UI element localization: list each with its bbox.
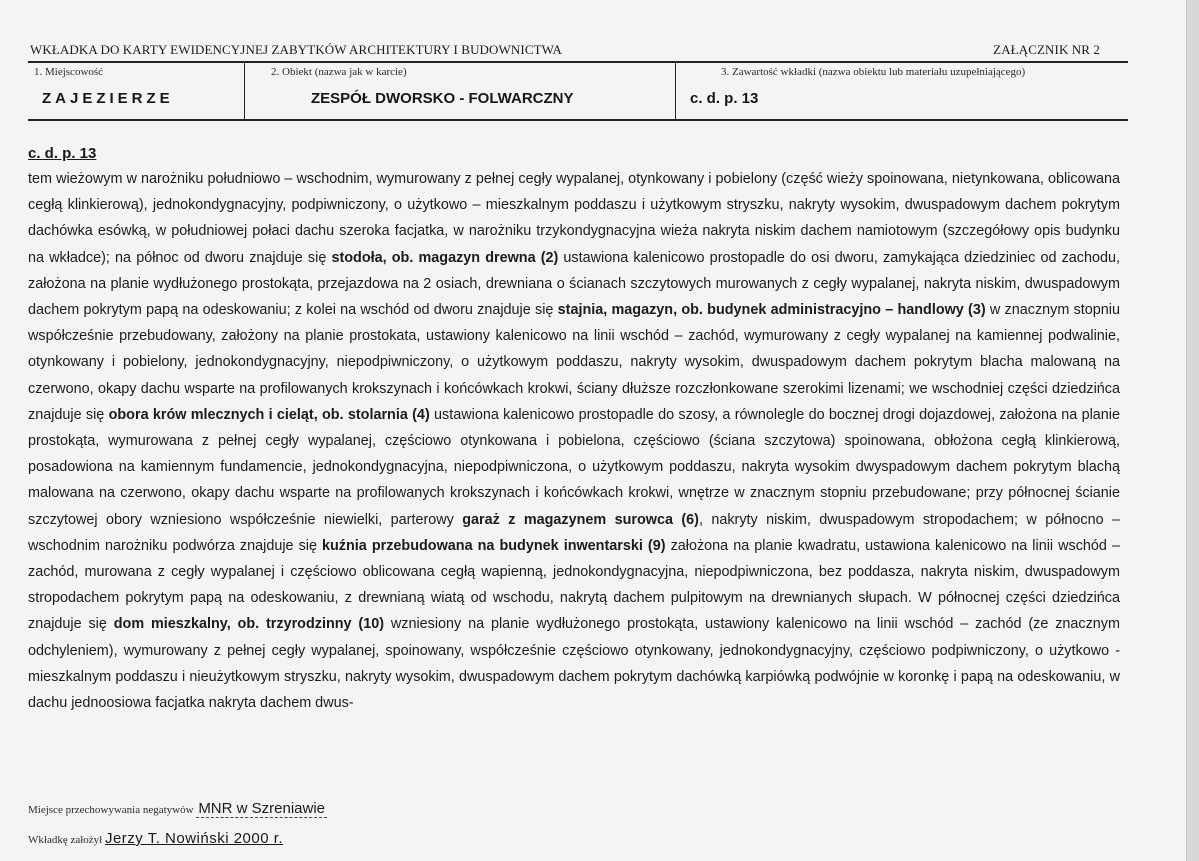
contents-field [676, 63, 1128, 119]
locality-label: 1. Miejscowość [34, 66, 104, 78]
author-line [28, 830, 283, 847]
scan-edge [1186, 0, 1199, 861]
document-header [30, 42, 1130, 60]
document-title: WKŁADKA DO KARTY EWIDENCYJNEJ ZABYTKÓW ARCHITEKTURY I BUDOWNICTWA [30, 42, 563, 57]
body-text [28, 140, 1120, 716]
header-fields [28, 61, 1128, 121]
contents-label: 3. Zawartość wkładki (nazwa obiektu lub materiału uzupełniającego) [721, 66, 1026, 78]
author-label: Wkładkę założył [28, 834, 103, 846]
body-segment: założona na planie kwadratu, ustawiona kalenicowo na linii wschód – zachód, murowana z cegły wypalanej i częściowo oblicowana cegłą wapienną, jednokondygnacyjna, niepodpiwniczona, bez poddasza, nakryta niskim, dwuspadowym stropodachem pokrytym papą na odeskowaniu, z drewnianą wiatą od wschodu, nakrytą dachem pulpitowym na drewnianych słupach. W północnej części dziedzińca znajduje się [28, 537, 1120, 633]
object-field [245, 63, 676, 119]
body-segment: w znacznym stopniu współcześnie przebudowany, założony na planie prostokata, ustawiony kalenicowo na linii wschód – zachód, wymurowany z cegły wypalanej na kamiennej podwalinie, otynkowany i pobielony, jednokondygnacyjny, niepodpiwniczony, o użytkowym poddaszu, nakryty wysokim, dwuspadowym dachem pokrytym blacha malowaną na czerwono, okapy dachu wsparte na profilowanych krokszynach i końcówkach krokwi, ściany dłuższe rozczłonkowane szerokimi lizenami; we wschodniej części dziedzińca znajduje się [28, 302, 1120, 423]
building-name: stodoła, ob. magazyn drewna (2) [331, 249, 559, 266]
body-segment: ustawiona kalenicowo prostopadle do szosy, a równolegle do bocznej drogi dojazdowej, założona na planie prostokąta, wymurowana z pełnej cegły wypalanej, częściowo otynkowana i pobielona, częściowo (ściana szczytowa) spoinowana, obłożona cegłą klinkierową, posadowiona na kamiennym fundamencie, jednokondygnacyjna, niepodpiwniczona, o użytkowym poddaszu, nakryta wysokim dwyspadowym dachem pokrytym blachą malowana na czerwono, okapy dachu wsparte na profilowanych krokszynach i końcówkach krokwi, wnętrze w znacznym stopniu przebudowane; przy północnej ścianie szczytowej obory wzniesiono współcześnie niewielki, parterowy [28, 406, 1120, 528]
building-name: dom mieszkalny, ob. trzyrodzinny (10) [113, 616, 384, 633]
body-segment: , nakryty niskim, dwuspadowym stropodachem; w północno – wschodnim narożniku podwórza znajduje się [28, 511, 1121, 554]
author-value: Jerzy T. Nowiński 2000 r. [104, 830, 284, 847]
locality-field [28, 63, 245, 119]
locality-value: ZAJEZIERZE [42, 90, 174, 107]
building-name: kuźnia przebudowana na budynek inwentarski (9) [322, 537, 666, 554]
negatives-label: Miejsce przechowywania negatywów [28, 804, 194, 816]
body-segment: tem wieżowym w narożniku południowo – wschodnim, wymurowany z pełnej cegły wypalanej, otynkowany i pobielony (część wieży spoinowana, nietynkowana, oblicowana cegłą klinkierową), jednokondygnacyjny, podpiwniczony, o użytkowo – mieszkalnym poddaszu i użytkowym stryszku, nakryty wysokim, dwuspadowym dachem pokrytym dachówka esówką, w południowej połaci dachu szeroka facjatka, w narożniku trzykondygnacyjna wieża nakryta niskim dachem namiotowym (szczegółowy opis budynku na wkładce); na północ od dworu znajduje się [28, 171, 1120, 266]
object-value: ZESPÓŁ DWORSKO - FOLWARCZNY [311, 90, 574, 107]
negatives-storage [28, 800, 327, 817]
body-segment: ustawiona kalenicowo prostopadle do osi dworu, zamykająca dziedziniec od zachodu, założona na planie wydłużonego prostokąta, przejazdowa na 2 osiach, drewniana o ścianach szczytowych murowanych z cegły wypalanej, nakryta niskim, dwuspadowym dachem pokrytym papą na odeskowaniu; z kolei na wschód od dworu znajduje się [28, 249, 1120, 319]
object-label: 2. Obiekt (nazwa jak w karcie) [271, 66, 407, 78]
building-name: garaż z magazynem surowca (6) [462, 511, 699, 528]
body-segment: wzniesiony na planie wydłużonego prostokąta, ustawiony kalenicowo na linii wschód – zachód (ze znacznym odchyleniem), wymurowany z pełnej cegły wypalanej, spoinowany, współcześnie częściowo otynkowany, jednokondygnacyjny, częściowo podpiwniczony, o użytkowo - mieszkalnym poddaszu i nieużytkowym stryszku, nakryty wysokim, dwuspadowym dachem pokrytym dachówką karpiówką podwójnie w koronkę i papą na odeskowaniu, w dachu jednoosiowa facjatka nakryta dachem dwus- [28, 616, 1120, 712]
building-name: obora krów mlecznych i cieląt, ob. stolarnia (4) [108, 406, 430, 423]
negatives-value: MNR w Szreniawie [198, 800, 326, 817]
contents-value: c. d. p. 13 [690, 90, 759, 107]
attachment-number: ZAŁĄCZNIK NR 2 [993, 42, 1100, 57]
section-title: c. d. p. 13 [28, 145, 97, 162]
building-name: stajnia, magazyn, ob. budynek administracyjno – handlowy (3) [557, 302, 986, 319]
